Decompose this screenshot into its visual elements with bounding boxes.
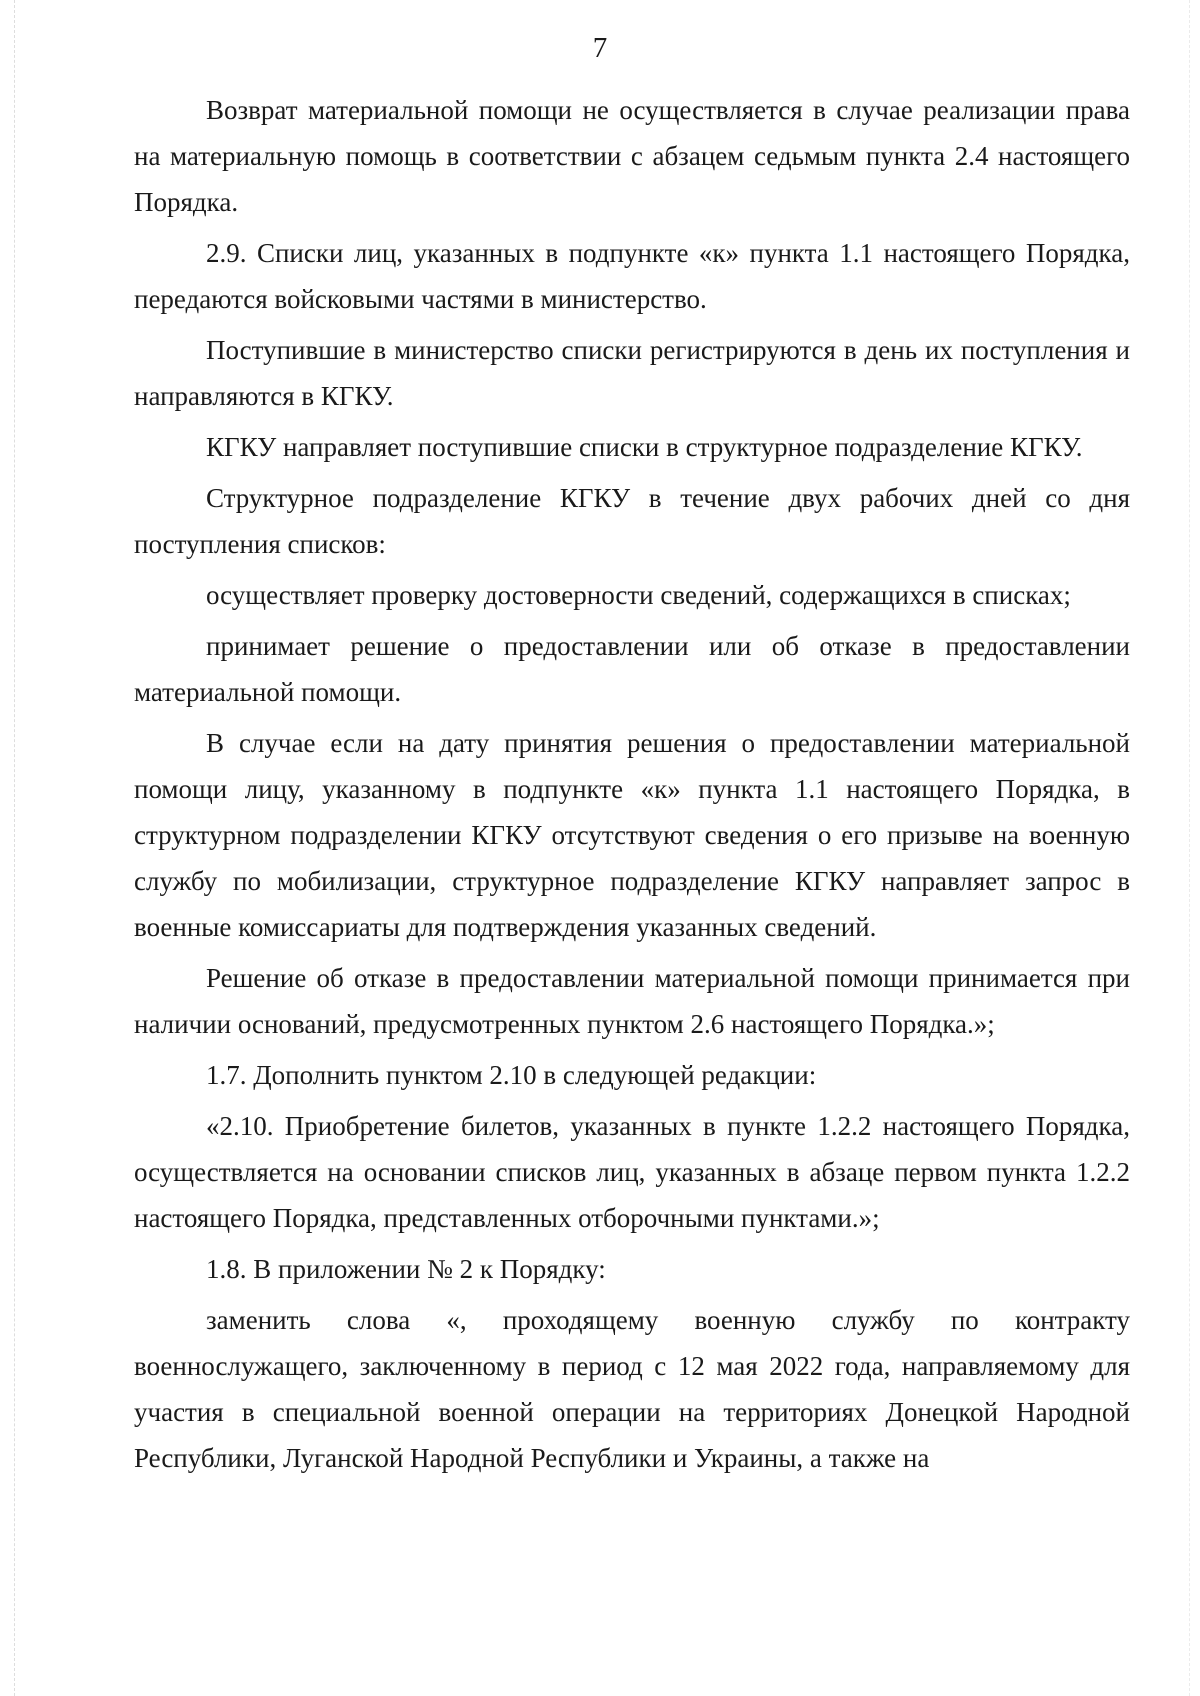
paragraph-replace-words: заменить слова «, проходящему военную службу по контракту военнослужащего, заключенному в период с 12 мая 2022 года, направляемому для участия в специальной военной операции на территориях Донецкой Народной Республики, Луганской Народной Республики и Украины, а также на bbox=[134, 1305, 1130, 1473]
page-number: 7 bbox=[592, 32, 608, 64]
paragraph-structural-division: Структурное подразделение КГКУ в течение двух рабочих дней со дня поступления списков: bbox=[134, 483, 1130, 559]
scan-edge-marks-right bbox=[1189, 0, 1194, 1696]
paragraph-refund-exception: Возврат материальной помощи не осуществляется в случае реализации права на материальную помощь в соответствии с абзацем седьмым пункта 2.4 настоящего Порядка. bbox=[134, 95, 1130, 217]
paragraph-decision: принимает решение о предоставлении или об отказе в предоставлении материальной помощи. bbox=[134, 631, 1130, 707]
paragraph-verification: осуществляет проверку достоверности сведений, содержащихся в списках; bbox=[206, 580, 1071, 610]
paragraph-lists-registration: Поступившие в министерство списки регистрируются в день их поступления и направляются в КГКУ. bbox=[134, 335, 1130, 411]
paragraph-refusal-grounds: Решение об отказе в предоставлении материальной помощи принимается при наличии оснований, предусмотренных пунктом 2.6 настоящего Порядка.»; bbox=[134, 963, 1130, 1039]
paragraph-kgku-forwarding: КГКУ направляет поступившие списки в структурное подразделение КГКУ. bbox=[206, 432, 1083, 462]
scan-edge-marks-left bbox=[14, 0, 19, 1696]
paragraph-1-8-appendix: 1.8. В приложении № 2 к Порядку: bbox=[206, 1254, 606, 1284]
paragraph-mobilization-inquiry: В случае если на дату принятия решения о предоставлении материальной помощи лицу, указанному в подпункте «к» пункта 1.1 настоящего Порядка, в структурном подразделении КГКУ отсутствуют сведения о его призыве на военную службу по мобилизации, структурное подразделение КГКУ направляет запрос в военные комиссариаты для подтверждения указанных сведений. bbox=[134, 728, 1130, 942]
paragraph-2-10-tickets: «2.10. Приобретение билетов, указанных в пункте 1.2.2 настоящего Порядка, осуществляется на основании списков лиц, указанных в абзаце первом пункта 1.2.2 настоящего Порядка, представленных отборочными пунктами.»; bbox=[134, 1111, 1130, 1233]
paragraph-1-7-amendment: 1.7. Дополнить пунктом 2.10 в следующей редакции: bbox=[206, 1060, 817, 1090]
document-body bbox=[134, 87, 1130, 1486]
paragraph-2-9-lists: 2.9. Списки лиц, указанных в подпункте «к» пункта 1.1 настоящего Порядка, передаются войсковыми частями в министерство. bbox=[134, 238, 1130, 314]
